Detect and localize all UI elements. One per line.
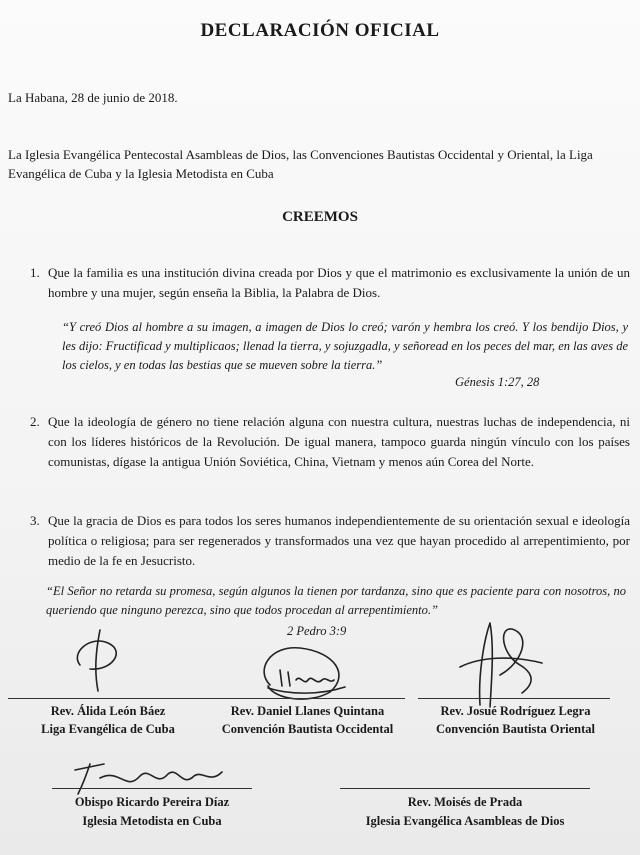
list-item — [30, 511, 630, 571]
signatory-name: Obispo Ricardo Pereira Díaz — [74, 795, 230, 809]
signature-alida — [60, 625, 140, 695]
bible-quote: “El Señor no retarda su promesa, según algunos la tienen por tardanza, sino que es paciente para con nosotros, no queriendo que ninguno perezca, sino que todos procedan al arrepentimiento.” — [46, 584, 626, 617]
document-title: DECLARACIÓN OFICIAL — [200, 20, 440, 41]
signature-ricardo — [70, 758, 230, 798]
signatory-org: Iglesia Metodista en Cuba — [82, 814, 222, 828]
list-item — [30, 412, 630, 472]
signature-daniel — [250, 640, 360, 705]
signatory-org: Convención Bautista Occidental — [221, 722, 394, 736]
signature-line — [340, 788, 590, 789]
signatory-name: Rev. Josué Rodríguez Legra — [440, 704, 591, 718]
intro-paragraph: La Iglesia Evangélica Pentecostal Asambleas de Dios, las Convenciones Bautistas Occidental y Oriental, la Liga Evangélica de Cuba y la Iglesia Metodista en Cuba — [8, 147, 593, 181]
list-item — [30, 263, 630, 303]
signatory-name: Rev. Moisés de Prada — [407, 795, 523, 809]
item-number: 3. — [30, 513, 40, 528]
signatory-org: Iglesia Evangélica Asambleas de Dios — [365, 814, 565, 828]
item-text: Que la gracia de Dios es para todos los seres humanos independientemente de su orientación sexual e ideología política o religiosa; para ser regenerados y transformados una vez que hayan procedido al arrepentimiento, por medio de la fe en Jesucristo. — [48, 513, 630, 568]
section-heading: CREEMOS — [282, 209, 358, 225]
signatory-org: Convención Bautista Oriental — [435, 722, 596, 736]
signatory-name: Rev. Álida León Báez — [50, 704, 166, 718]
signature-line — [418, 698, 610, 699]
item-number: 2. — [30, 414, 40, 429]
bible-reference: 2 Pedro 3:9 — [287, 624, 347, 638]
signatory-name: Rev. Daniel Llanes Quintana — [230, 704, 385, 718]
signatory-org: Liga Evangélica de Cuba — [41, 722, 175, 736]
item-text: Que la familia es una institución divina creada por Dios y que el matrimonio es exclusivamente la unión de un hombre y una mujer, según enseña la Biblia, la Palabra de Dios. — [48, 265, 630, 300]
signature-line — [52, 788, 252, 789]
item-text: Que la ideología de género no tiene relación alguna con nuestra cultura, nuestras luchas de independencia, ni con los líderes históricos de la Revolución. De igual manera, tampoco guarda ningún vínculo con los países comunistas, dígase la antigua Unión Soviética, China, Vietnam y menos aún Corea del Norte. — [48, 414, 630, 469]
signature-josue — [450, 615, 550, 715]
bible-reference: Génesis 1:27, 28 — [455, 375, 540, 389]
dateline: La Habana, 28 de junio de 2018. — [8, 90, 178, 105]
bible-quote: “Y creó Dios al hombre a su imagen, a imagen de Dios lo creó; varón y hembra los creó. Y los bendijo Dios, y les dijo: Fructificad y multiplicaos; llenad la tierra, y sojuzgadla, y señoread en los peces del mar, en las aves de los cielos, y en todas las bestias que se mueven sobre la tierra.” — [62, 320, 628, 372]
item-number: 1. — [30, 265, 40, 280]
signature-line — [8, 698, 208, 699]
signature-line — [205, 698, 405, 699]
